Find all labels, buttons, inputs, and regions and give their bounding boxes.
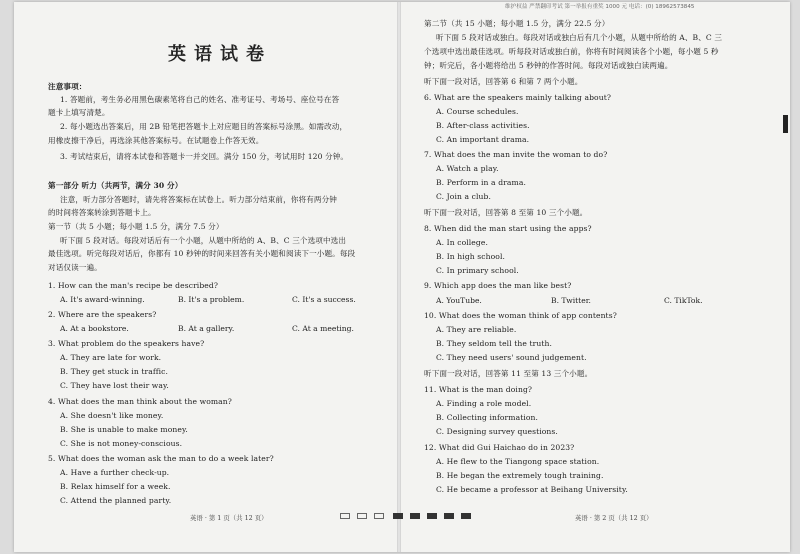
edge-registration-mark [783,115,788,133]
option-c: C. They have lost their way. [60,381,169,390]
marker-box-filled [427,513,437,519]
section2-line: 听下面 5 段对话或独白。每段对话或独白后有几个小题，从题中所给的 A、B、C 三 [436,33,723,42]
question-2: 2. Where are the speakers? [48,310,157,319]
option-b: B. After-class activities. [436,121,530,130]
marker-box-filled [461,513,471,519]
marker-box-filled [393,513,403,519]
option-c: C. An important drama. [436,135,530,144]
question-12: 12. What did Gui Haichao do in 2023? [424,443,575,452]
option-c: C. Attend the planned party. [60,496,172,505]
question-6: 6. What are the speakers mainly talking about? [424,93,612,102]
section2-heading: 第二节（共 15 小题；每小题 1.5 分，满分 22.5 分） [424,19,610,28]
dialog-intro: 听下面一段对话，回答第 8 至第 10 三个小题。 [424,208,588,217]
page-binding-divider [397,2,401,552]
section2-line: 个选项中选出最佳选项。听每段对话或独白前，你将有时间阅读各个小题，每小题 5 秒 [424,47,719,56]
option-c: C. Designing survey questions. [436,427,558,436]
option-b: B. It's a problem. [178,295,245,304]
marker-box-empty [340,513,350,519]
question-7: 7. What does the man invite the woman to do? [424,150,608,159]
question-1: 1. How can the man's recipe be described? [48,281,219,290]
part1-line: 的时间将答案转涂到答题卡上。 [48,208,156,217]
notice-line: 2. 每小题选出答案后，用 2B 铅笔把答题卡上对应题目的答案标号涂黑。如需改动， [60,122,348,131]
option-c: C. It's a success. [292,295,356,304]
option-b: B. He began the extremely tough training. [436,471,604,480]
option-c: C. They need users' sound judgement. [436,353,587,362]
option-c: C. In primary school. [436,266,519,275]
part1-line: 注意，听力部分答题时，请先将答案标在试卷上。听力部分结束前，你将有两分钟 [60,195,337,204]
option-b: B. At a gallery. [178,324,235,333]
option-c: C. He became a professor at Beihang University. [436,485,628,494]
option-a: A. Watch a play. [436,164,499,173]
section1-line: 最佳选项。听完每段对话后，你都有 10 秒钟的时间来回答有关小题和阅读下一小题。每段 [48,249,356,258]
option-b: B. Twitter. [551,296,591,305]
section1-line: 对话仅读一遍。 [48,263,102,272]
notice-line: 题卡上填写清楚。 [48,108,110,117]
notice-line: 1. 答题前，考生务必用黑色碳素笔将自己的姓名、准考证号、考场号、座位号在答 [60,95,340,104]
option-b: B. Perform in a drama. [436,178,526,187]
notice-line: 3. 考试结束后，请将本试卷和答题卡一并交回。满分 150 分，考试用时 120 分钟。 [60,152,349,161]
dialog-intro: 听下面一段对话，回答第 11 至第 13 三个小题。 [424,369,593,378]
question-4: 4. What does the man think about the woman? [48,397,232,406]
question-3: 3. What problem do the speakers have? [48,339,205,348]
option-b: B. She is unable to make money. [60,425,188,434]
option-c: C. At a meeting. [292,324,354,333]
option-b: B. They get stuck in traffic. [60,367,169,376]
page-footer-right: 英语 · 第 2 页（共 12 页） [575,514,653,522]
section2-line: 钟；听完后，各小题将给出 5 秒钟的作答时间。每段对话或独白读两遍。 [424,61,673,70]
question-5: 5. What does the woman ask the man to do a week later? [48,454,274,463]
option-b: B. They seldom tell the truth. [436,339,553,348]
option-b: B. Relax himself for a week. [60,482,171,491]
option-c: C. She is not money-conscious. [60,439,183,448]
section1-line: 听下面 5 段对话。每段对话后有一个小题，从题中所给的 A、B、C 三个选项中选出 [60,236,347,245]
option-a: A. He flew to the Tiangong space station. [436,457,600,466]
option-a: A. Finding a role model. [436,399,532,408]
option-a: A. They are late for work. [60,353,162,362]
option-c: C. TikTok. [664,296,703,305]
question-11: 11. What is the man doing? [424,385,533,394]
option-b: B. Collecting information. [436,413,539,422]
option-a: A. They are reliable. [436,325,517,334]
option-a: A. Have a further check-up. [60,468,170,477]
section1-heading: 第一节（共 5 小题；每小题 1.5 分，满分 7.5 分） [48,222,224,231]
question-9: 9. Which app does the man like best? [424,281,572,290]
notice-heading: 注意事项： [48,82,87,91]
question-8: 8. When did the man start using the apps? [424,224,592,233]
option-a: A. YouTube. [436,296,482,305]
option-b: B. In high school. [436,252,506,261]
marker-box-filled [410,513,420,519]
option-a: A. It's award-winning. [60,295,145,304]
option-a: A. She doesn't like money. [60,411,164,420]
exam-title: 英语试卷 [168,44,272,65]
marker-box-filled [444,513,454,519]
option-a: A. At a bookstore. [60,324,129,333]
part1-heading: 第一部分 听力（共两节，满分 30 分） [48,181,183,190]
notice-line: 用橡皮擦干净后，再选涂其他答案标号。在试题卷上作答无效。 [48,136,264,145]
page-footer-left: 英语 · 第 1 页（共 12 页） [190,514,268,522]
question-10: 10. What does the woman think of app contents? [424,311,617,320]
dialog-intro: 听下面一段对话，回答第 6 和第 7 两个小题。 [424,77,583,86]
option-c: C. Join a club. [436,192,492,201]
option-a: A. Course schedules. [436,107,519,116]
option-a: A. In college. [436,238,488,247]
anti-piracy-header: 维护权益 严禁翻印考试 第一举报有重奖 1000 元 电话：(0) 18962573845 [505,4,695,10]
marker-box-empty [374,513,384,519]
marker-box-empty [357,513,367,519]
